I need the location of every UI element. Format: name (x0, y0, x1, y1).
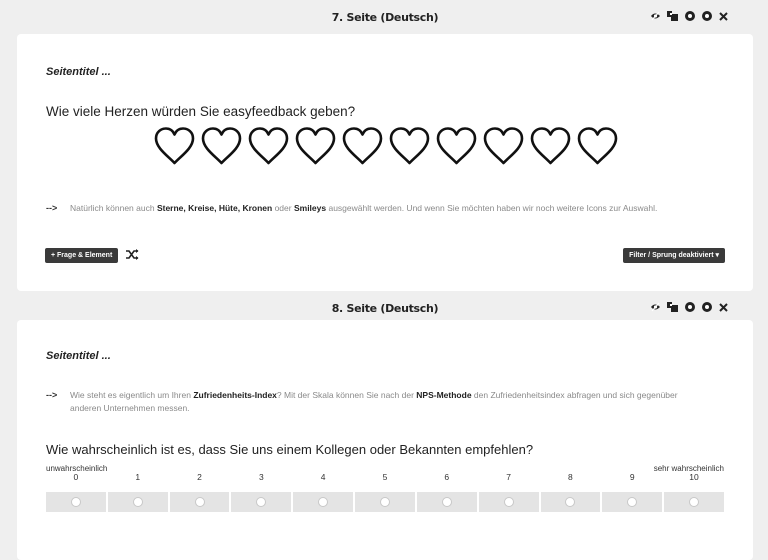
scale-max-label: sehr wahrscheinlich (653, 464, 724, 473)
page-7-question[interactable]: Wie viele Herzen würden Sie easyfeedback geben? (46, 104, 356, 119)
heart-rating (153, 126, 619, 166)
page-7-note (46, 202, 746, 215)
page-7-title: 7. Seite (Deutsch) (331, 11, 439, 24)
scale-number: 1 (135, 472, 141, 482)
visibility-icon[interactable] (650, 301, 661, 313)
scale-option-2[interactable] (170, 492, 230, 512)
scale-number: 7 (506, 472, 511, 482)
scale-number: 3 (258, 472, 264, 482)
page-8-section-title[interactable]: Seitentitel ... (46, 350, 111, 362)
radio-button[interactable] (689, 497, 699, 507)
radio-button[interactable] (256, 497, 266, 507)
scale-number: 8 (568, 472, 573, 482)
shuffle-icon[interactable] (126, 248, 139, 261)
heart-icon[interactable] (435, 126, 478, 166)
close-icon[interactable] (718, 10, 729, 22)
move-up-icon[interactable] (684, 10, 695, 22)
scale-number: 6 (444, 472, 450, 482)
heart-icon[interactable] (576, 126, 619, 166)
heart-icon[interactable] (294, 126, 337, 166)
scale-option-1[interactable] (108, 492, 168, 512)
move-up-icon[interactable] (684, 301, 695, 313)
arrow-icon: --> (46, 390, 58, 400)
scale-number: 2 (197, 472, 202, 482)
scale-number: 9 (629, 472, 635, 482)
copy-icon[interactable] (667, 301, 678, 313)
scale-min-label: unwahrscheinlich (46, 464, 108, 473)
radio-button[interactable] (627, 497, 637, 507)
scale-option-5[interactable] (355, 492, 415, 512)
filter-jump-dropdown[interactable]: Filter / Sprung deaktiviert ▾ (623, 248, 725, 263)
arrow-icon: --> (46, 203, 58, 213)
page-8-card (17, 320, 753, 560)
scale-option-7[interactable] (479, 492, 539, 512)
copy-icon[interactable] (667, 10, 678, 22)
nps-scale (46, 472, 724, 512)
page-8-question[interactable]: Wie wahrscheinlich ist es, dass Sie uns einem Kollegen oder Bekannten empfehlen? (46, 442, 534, 457)
radio-button[interactable] (442, 497, 452, 507)
heart-icon[interactable] (388, 126, 431, 166)
heart-icon[interactable] (247, 126, 290, 166)
add-question-element-button[interactable]: + Frage & Element (45, 248, 118, 263)
page-7-card (17, 34, 753, 291)
scale-number: 4 (320, 472, 326, 482)
heart-icon[interactable] (341, 126, 384, 166)
page-7-actions (650, 10, 729, 22)
heart-icon[interactable] (153, 126, 196, 166)
radio-button[interactable] (133, 497, 143, 507)
radio-button[interactable] (565, 497, 575, 507)
move-down-icon[interactable] (701, 10, 712, 22)
scale-numbers (46, 472, 724, 486)
scale-options (46, 492, 724, 512)
page-8-title: 8. Seite (Deutsch) (331, 302, 439, 315)
page-8-note (46, 389, 706, 415)
scale-option-0[interactable] (46, 492, 106, 512)
radio-button[interactable] (71, 497, 81, 507)
heart-icon[interactable] (200, 126, 243, 166)
scale-option-4[interactable] (293, 492, 353, 512)
page-7-section-title[interactable]: Seitentitel ... (46, 66, 111, 78)
note-text: Wie steht es eigentlich um Ihren Zufriedenheits-Index? Mit der Skala können Sie nach der NPS-Methode den Zufriedenheitsindex abfragen und sich gegenüber anderen Unternehmen messen. (70, 390, 678, 413)
scale-option-8[interactable] (541, 492, 601, 512)
scale-option-3[interactable] (231, 492, 291, 512)
scale-option-6[interactable] (417, 492, 477, 512)
visibility-icon[interactable] (650, 10, 661, 22)
close-icon[interactable] (718, 301, 729, 313)
move-down-icon[interactable] (701, 301, 712, 313)
scale-number: 10 (689, 472, 699, 482)
heart-icon[interactable] (482, 126, 525, 166)
radio-button[interactable] (504, 497, 514, 507)
scale-option-9[interactable] (602, 492, 662, 512)
note-text: Natürlich können auch Sterne, Kreise, Hüte, Kronen oder Smileys ausgewählt werden. Und wenn Sie möchten haben wir noch weitere Icons zur Auswahl. (70, 203, 658, 213)
heart-icon[interactable] (529, 126, 572, 166)
scale-option-10[interactable] (664, 492, 724, 512)
scale-number: 5 (382, 472, 388, 482)
radio-button[interactable] (318, 497, 328, 507)
page-8-actions (650, 301, 729, 313)
page-7-header (17, 0, 753, 34)
radio-button[interactable] (380, 497, 390, 507)
radio-button[interactable] (195, 497, 205, 507)
scale-number: 0 (73, 472, 79, 482)
